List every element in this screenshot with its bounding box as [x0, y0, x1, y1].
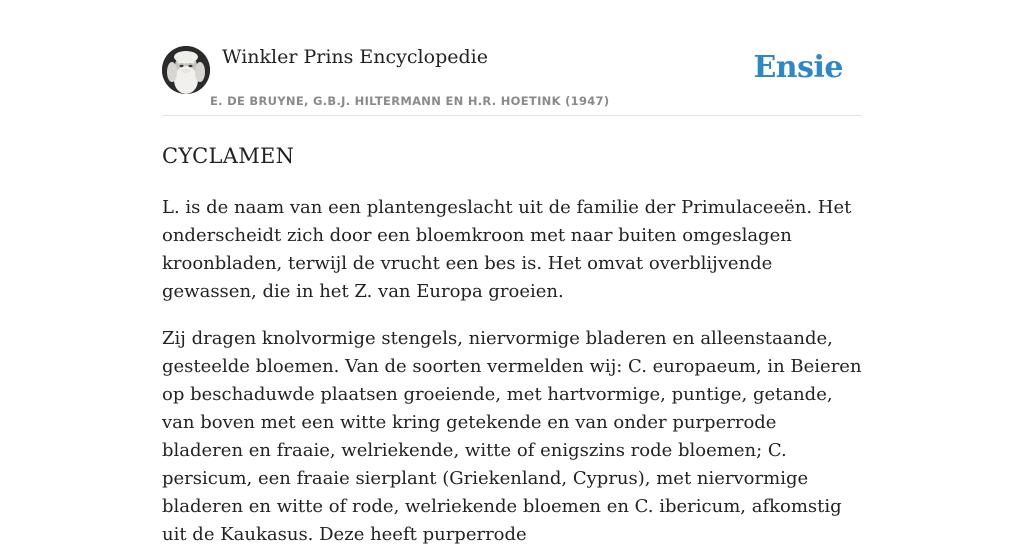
- author-avatar[interactable]: [162, 46, 210, 94]
- article-paragraph: L. is de naam van een plantengeslacht uit de familie der Primulaceeën. Het onderscheidt zich door een bloemkroon met naar buiten omgeslagen kroonbladen, terwijl de vrucht een bes is. Het omvat overblijvende gewassen, die in het Z. van Europa groeien.: [162, 197, 852, 302]
- source-title-link[interactable]: Winkler Prins Encyclopedie: [222, 46, 488, 68]
- header: [162, 0, 862, 116]
- article-paragraph: Zij dragen knolvormige stengels, niervormige bladeren en alleenstaande, gesteelde bloemen. Van de soorten vermelden wij: C. europaeum, in Beieren op beschaduwde plaatsen groeiende, met hartvormige, puntige, getande, van boven met een witte kring getekende en van onder purperrode bladeren en fraaie, welriekende, witte of enigszins rode bloemen; C. persicum, een fraaie sierplant (Griekenland, Cyprus), met niervormige bladeren en witte of rode, welriekende bloemen en C. ibericum, afkomstig uit de Kaukasus. Deze heeft purperrode: [162, 328, 862, 545]
- source-authors: E. DE BRUYNE, G.B.J. HILTERMANN EN H.R. HOETINK (1947): [210, 94, 610, 108]
- ensie-logo[interactable]: Ensie: [753, 50, 843, 85]
- page-container: [162, 0, 862, 549]
- author-portrait-icon: [162, 46, 210, 94]
- article-title: CYCLAMEN: [162, 144, 295, 168]
